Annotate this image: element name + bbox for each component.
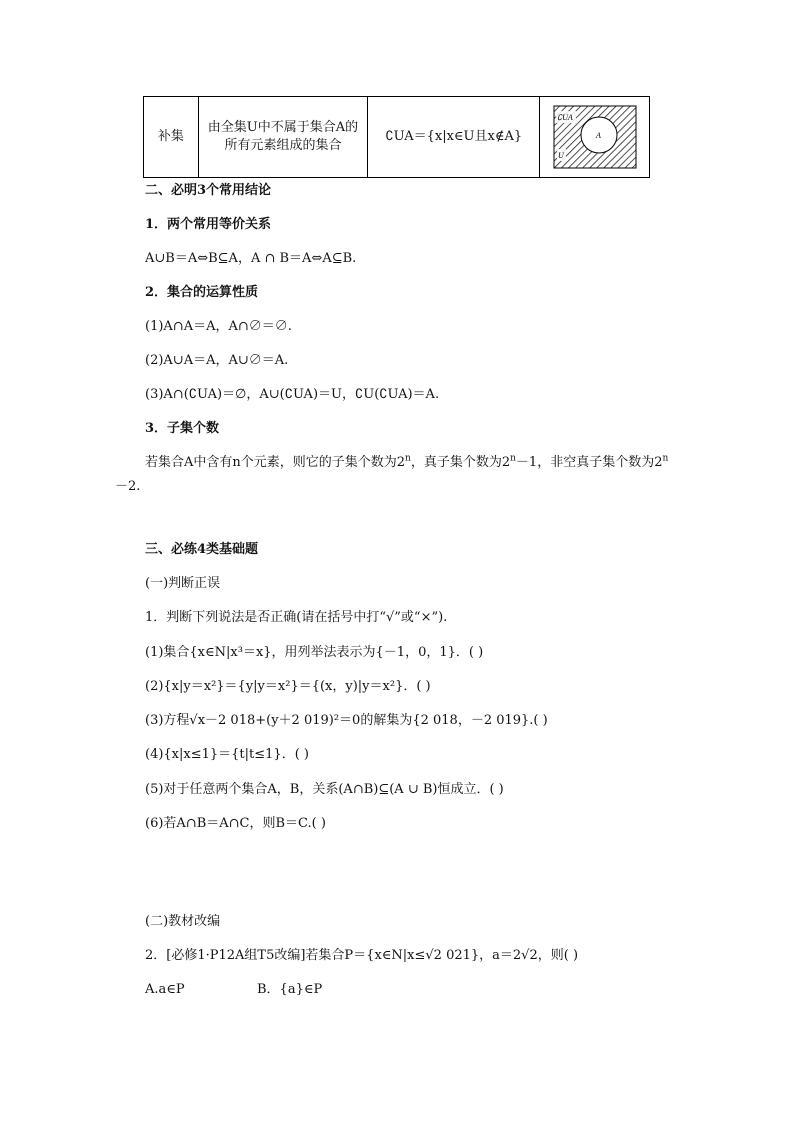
q1-item-1: (1)集合{x∈N|x³＝x}，用列举法表示为{－1，0，1}．( ) [145, 645, 484, 660]
item2-line-3: (3)A∩(∁UA)＝∅，A∪(∁UA)＝U，∁U(∁UA)＝A. [145, 387, 440, 402]
item3-title: 3．子集个数 [145, 421, 220, 436]
q1-item-4: (4){x|x≤1}＝{t|t≤1}．( ) [145, 747, 309, 762]
question-1: 1．判断下列说法是否正确(请在括号中打“√”或“×”). [145, 610, 448, 625]
q1-item-5: (5)对于任意两个集合A，B，关系(A∩B)⊆(A ∪ B)恒成立．( ) [145, 782, 504, 797]
notation-cell: ∁UA＝{x|x∈U且x∉A} [368, 97, 540, 177]
sub-heading-judge: (一)判断正误 [145, 576, 221, 591]
item1-text: A∪B＝A⇔B⊆A，A ∩ B＝A⇔A⊆B. [145, 251, 357, 266]
set-a-label: A [595, 131, 601, 140]
universe-label: U [557, 151, 564, 160]
q2-option-b: B．{a}∈P [257, 982, 323, 997]
section2-heading: 二、必明3个常用结论 [145, 183, 272, 198]
venn-cell [540, 97, 649, 177]
item2-title: 2．集合的运算性质 [145, 285, 259, 300]
venn-diagram [553, 105, 637, 169]
question-2: 2．[必修1·P12A组T5改编]若集合P＝{x∈N|x≤√2 021}，a＝2√2，则( ) [145, 948, 579, 963]
q1-item-2: (2){x|y＝x²}＝{y|y＝x²}＝{(x，y)|y＝x²}．( ) [145, 679, 431, 694]
q1-item-6: (6)若A∩B＝A∩C，则B＝C.( ) [145, 816, 326, 831]
term-cell: 补集 [144, 97, 199, 177]
section3-heading: 三、必练4类基础题 [145, 542, 259, 557]
item1-title: 1．两个常用等价关系 [145, 217, 272, 232]
definition-cell: 由全集U中不属于集合A的所有元素组成的集合 [199, 97, 368, 177]
item2-line-2: (2)A∪A＝A，A∪∅＝A. [145, 353, 289, 368]
item2-line-1: (1)A∩A＝A，A∩∅＝∅. [145, 319, 292, 334]
q2-option-a: A.a∈P [145, 982, 185, 997]
sub-heading-textbook: (二)教材改编 [145, 914, 221, 929]
complement-table-row [143, 96, 650, 178]
complement-label: ∁UA [556, 113, 573, 122]
q1-item-3: (3)方程√x－2 018+(y＋2 019)²＝0的解集为{2 018，－2 019}.( ) [145, 713, 548, 728]
item3-text: 若集合A中含有n个元素，则它的子集个数为2$^n$，真子集个数为$2^n-1$，非空真子集个数为$2^n-2$. [115, 453, 669, 494]
